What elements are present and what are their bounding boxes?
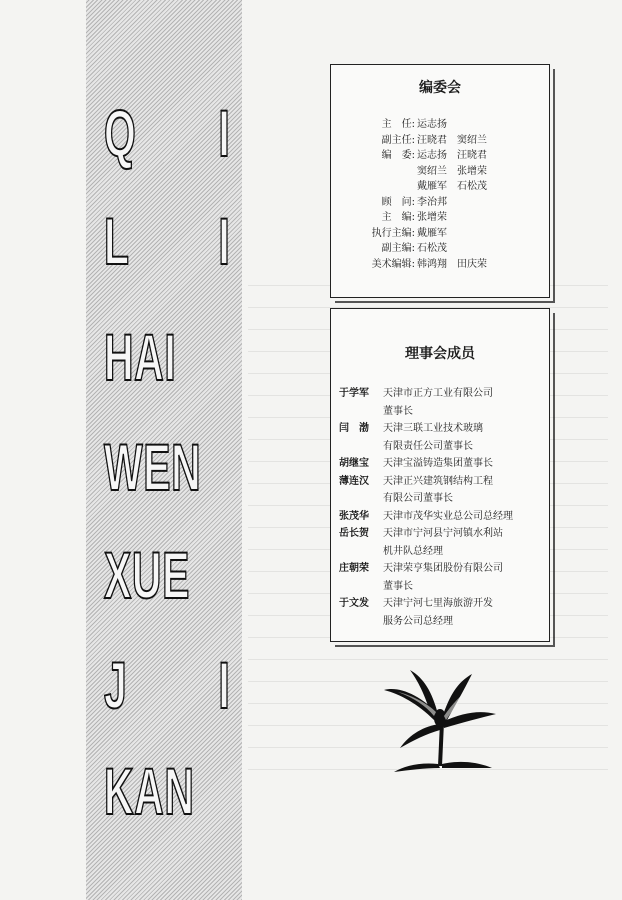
vertical-title [90, 88, 240, 848]
plant-illustration-icon [380, 664, 500, 774]
title-row [90, 530, 240, 625]
council-member-row [339, 420, 544, 455]
title-letter: J [104, 648, 128, 722]
title-letter: I [218, 648, 230, 722]
role-label [339, 164, 417, 180]
affiliation-line: 天津三联工业技术玻璃 [383, 423, 483, 434]
member-name: 于学军 [339, 388, 369, 399]
editorial-board-row [339, 117, 544, 133]
editorial-board-row [339, 257, 544, 273]
member-affiliation [383, 525, 544, 560]
editorial-board-row [339, 195, 544, 211]
member-names: 运志扬 汪晓君 [417, 150, 487, 161]
title-letter: WEN [104, 430, 202, 504]
council-member-row [339, 560, 544, 595]
role-label: 主 任: [381, 119, 415, 130]
affiliation-line: 机井队总经理 [383, 545, 443, 557]
member-names: 石松茂 [417, 243, 447, 254]
member-affiliation [383, 385, 544, 420]
role-label: 编 委: [381, 150, 415, 161]
council-member-row [339, 473, 544, 508]
title-letter: I [218, 96, 230, 170]
title-letter: Q [104, 96, 137, 170]
title-row [90, 746, 240, 841]
member-affiliation [383, 455, 544, 473]
title-letter: I [218, 204, 230, 278]
council-member-row [339, 595, 544, 630]
affiliation-line: 天津市宁河县宁河镇水利站 [383, 528, 503, 539]
editorial-board-row [339, 133, 544, 149]
council-member-row [339, 385, 544, 420]
editorial-board-row [339, 164, 544, 180]
affiliation-line: 董事长 [383, 580, 413, 592]
editorial-board-row [339, 210, 544, 226]
title-letter: L [104, 204, 130, 278]
member-affiliation [383, 420, 544, 455]
editorial-board-row [339, 148, 544, 164]
council-member-row [339, 455, 544, 473]
affiliation-line: 天津市正方工业有限公司 [383, 388, 493, 399]
affiliation-line: 天津宝溢铸造集团董事长 [383, 458, 493, 469]
council-member-row [339, 508, 544, 526]
role-label [339, 179, 417, 195]
role-label: 副主任: [381, 134, 415, 146]
council-members-list [339, 385, 544, 630]
role-label: 美术编辑: [371, 258, 415, 270]
role-label: 副主编: [381, 243, 415, 254]
title-row [90, 88, 240, 183]
editorial-board-row [339, 226, 544, 242]
title-row [90, 196, 240, 291]
member-affiliation [383, 595, 544, 630]
council-member-row [339, 525, 544, 560]
title-row [90, 640, 240, 735]
member-affiliation [383, 560, 544, 595]
affiliation-line: 有限责任公司董事长 [383, 440, 473, 452]
member-names: 运志扬 [417, 119, 447, 130]
title-row [90, 312, 240, 407]
editorial-board-row [339, 179, 544, 195]
member-affiliation [383, 473, 544, 508]
affiliation-line: 天津荣亨集团股份有限公司 [383, 563, 503, 574]
member-name: 于文发 [339, 598, 369, 609]
member-names: 戴雁军 [417, 227, 447, 239]
member-names: 戴雁军 石松茂 [417, 181, 487, 192]
member-name: 闫 渤 [339, 423, 369, 434]
member-names: 韩鸿翔 田庆荣 [417, 258, 487, 270]
editorial-board-box [330, 64, 550, 298]
member-names: 张增荣 [417, 212, 447, 223]
member-name: 庄朝荣 [339, 563, 369, 574]
editorial-board-title: 编委会 [419, 80, 461, 96]
title-letter: KAN [104, 754, 195, 828]
title-letter: HAI [104, 320, 177, 394]
member-name: 张茂华 [339, 510, 369, 522]
member-names: 窦绍兰 张增荣 [417, 165, 487, 177]
member-names: 李治邦 [417, 196, 447, 208]
title-row [90, 422, 240, 517]
title-letter: XUE [104, 538, 191, 612]
council-members-title: 理事会成员 [405, 346, 475, 362]
role-label: 执行主编: [371, 227, 415, 239]
editorial-board-row [339, 241, 544, 257]
member-name: 岳长贺 [339, 528, 369, 539]
member-name: 薄连汉 [339, 475, 369, 487]
affiliation-line: 天津市茂华实业总公司总经理 [383, 510, 513, 522]
member-affiliation [383, 508, 544, 526]
affiliation-line: 天津正兴建筑钢结构工程 [383, 475, 493, 487]
affiliation-line: 董事长 [383, 405, 413, 417]
affiliation-line: 天津宁河七里海旅游开发 [383, 598, 493, 609]
role-label: 主 编: [381, 212, 415, 223]
editorial-board-list [339, 117, 544, 272]
affiliation-line: 有限公司董事长 [383, 493, 453, 504]
member-name: 胡继宝 [339, 458, 369, 469]
member-names: 汪晓君 窦绍兰 [417, 134, 487, 146]
role-label: 顾 问: [381, 196, 415, 208]
affiliation-line: 服务公司总经理 [383, 615, 453, 627]
council-members-box [330, 308, 550, 642]
